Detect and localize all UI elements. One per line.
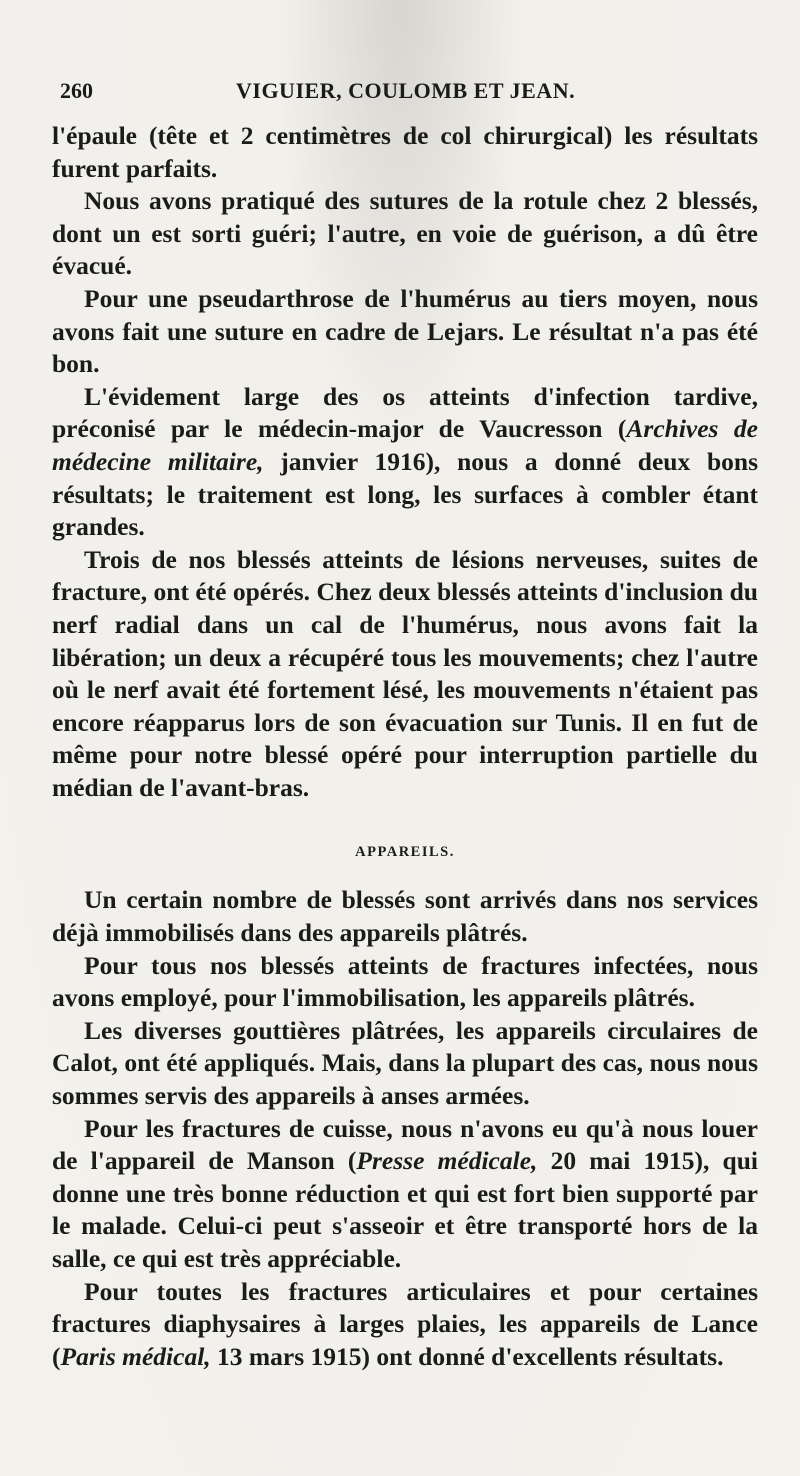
- section-heading: APPAREILS.: [355, 844, 455, 861]
- citation: Presse médicale,: [356, 1146, 538, 1176]
- paragraph: Un certain nombre de blessés sont arrivés dans nos services déjà immobilisés dans des appareils plâtrés.: [52, 885, 758, 948]
- body-text: [52, 120, 758, 1373]
- paragraph: Nous avons pratiqué des sutures de la rotule chez 2 blessés, dont un est sorti guéri; l'autre, en voie de guérison, a dû être évacué.: [52, 186, 758, 281]
- page-number: 260: [60, 78, 93, 103]
- paragraph: Pour une pseudarthrose de l'humérus au tiers moyen, nous avons fait une suture en cadre de Lejars. Le résultat n'a pas été bon.: [52, 283, 758, 379]
- paragraph: Pour tous nos blessés atteints de fractures infectées, nous avons employé, pour l'immobilisation, les appareils plâtrés.: [52, 950, 758, 1013]
- paragraph: Trois de nos blessés atteints de lésions nerveuses, suites de fracture, ont été opérés. Chez deux blessés atteints d'inclusion du nerf radial dans un cal de l'humérus, nous avons fait la libération; un deux a récupéré tous les mouvements; chez l'autre où le nerf avait été fortement lésé, les mouvements n'étaient pas encore réapparus lors de son évacuation sur Tunis. Il en fut de même pour notre blessé opéré pour interruption partielle du médian de l'avant-bras.: [52, 544, 758, 802]
- paragraph: Pour toutes les fractures articulaires et pour certaines fractures diaphysaires à larges plaies, les appareils de Lance (Paris médical, 13 mars 1915) ont donné d'excellents résultats.: [52, 1276, 758, 1371]
- page-header: [60, 78, 760, 112]
- citation: Paris médical,: [60, 1341, 211, 1371]
- running-head: VIGUIER, COULOMB ET JEAN.: [236, 78, 576, 103]
- paragraph: l'épaule (tête et 2 centimètres de col chirurgical) les résultats furent parfaits.: [52, 121, 758, 183]
- paragraph: Les diverses gouttières plâtrées, les appareils circulaires de Calot, ont été appliqués. Mais, dans la plupart des cas, nous nous sommes servis des appareils à anses armées.: [52, 1015, 758, 1111]
- paragraph: Pour les fractures de cuisse, nous n'avons eu qu'à nous louer de l'appareil de Manson (Presse médicale, 20 mai 1915), qui donne une très bonne réduction et qui est fort bien supporté par le malade. Celui-ci peut s'asseoir et être transporté hors de la salle, ce qui est très appréciable.: [52, 1113, 758, 1273]
- citation: Archives de médecine militaire,: [52, 414, 758, 476]
- paragraph: L'évidement large des os atteints d'infection tardive, préconisé par le médecin-major de Vaucresson (Archives de médecine militaire, janvier 1916), nous a donné deux bons résultats; le traitement est long, les surfaces à combler étant grandes.: [52, 381, 759, 542]
